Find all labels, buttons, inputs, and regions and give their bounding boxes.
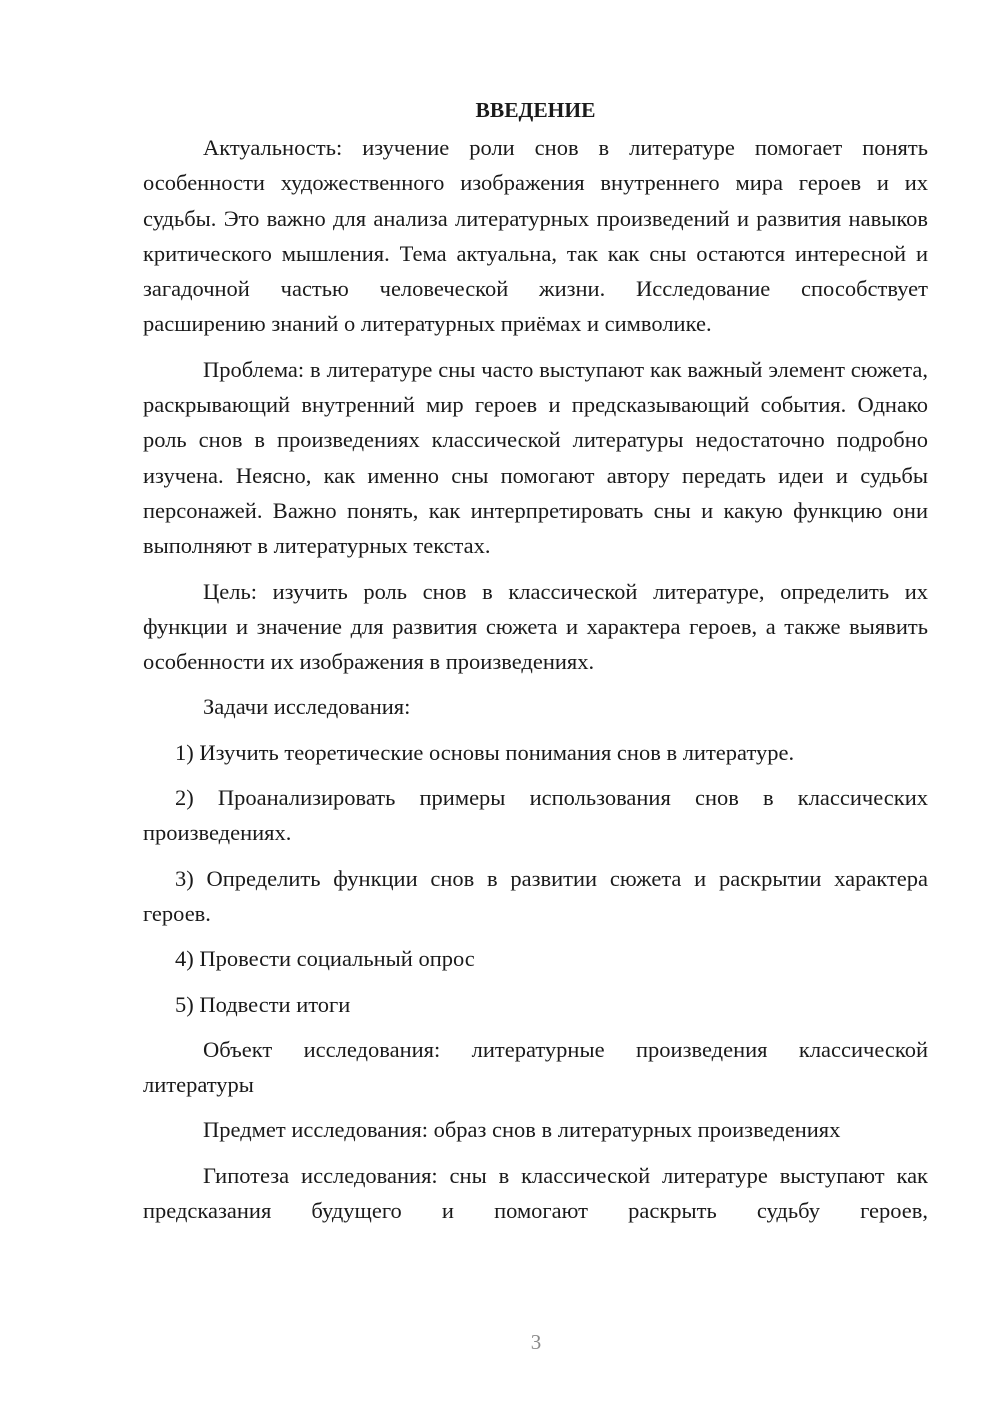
task-item: 1) Изучить теоретические основы понимания снов в литературе. (175, 739, 795, 765)
document-page (143, 92, 928, 1238)
task-item: 2) Проанализировать примеры использования снов в классических произведениях. (143, 785, 928, 846)
problem-paragraph: Проблема: в литературе сны часто выступают как важный элемент сюжета, раскрывающий внутренний мир героев и предсказывающий события. Однако роль снов в произведениях классической литературы недостаточно подробно изучена. Неясно, как именно сны помогают автору передать идеи и судьбы персонажей. Важно понять, как интерпретировать сны и какую функцию они выполняют в литературных текстах. (143, 356, 928, 559)
task-item: 5) Подвести итоги (175, 991, 351, 1017)
tasks-title: Задачи исследования: (203, 694, 411, 720)
section-heading: ВВЕДЕНИЕ (475, 98, 596, 122)
tasks-list (143, 735, 928, 1022)
object-paragraph: Объект исследования: литературные произведения классической литературы (143, 1036, 928, 1098)
subject-paragraph: Предмет исследования: образ снов в литературных произведениях (203, 1117, 841, 1143)
relevance-paragraph: Актуальность: изучение роли снов в литературе помогает понять особенности художественного изображения внутреннего мира героев и их судьбы. Это важно для анализа литературных произведений и развития навыков критического мышления. Тема актуальна, так как сны остаются интересной и загадочной частью человеческой жизни. Исследование способствует расширению знаний о литературных приёмах и символике. (143, 135, 928, 337)
hypothesis-paragraph: Гипотеза исследования: сны в классической литературе выступают как предсказания будущего и помогают раскрыть судьбу героев, (143, 1162, 928, 1224)
page-number: 3 (530, 1330, 542, 1354)
task-item: 4) Провести социальный опрос (175, 946, 475, 972)
goal-paragraph: Цель: изучить роль снов в классической литературе, определить их функции и значение для развития сюжета и характера героев, а также выявить особенности их изображения в произведениях. (143, 578, 928, 675)
task-item: 3) Определить функции снов в развитии сюжета и раскрытии характера героев. (143, 865, 928, 926)
